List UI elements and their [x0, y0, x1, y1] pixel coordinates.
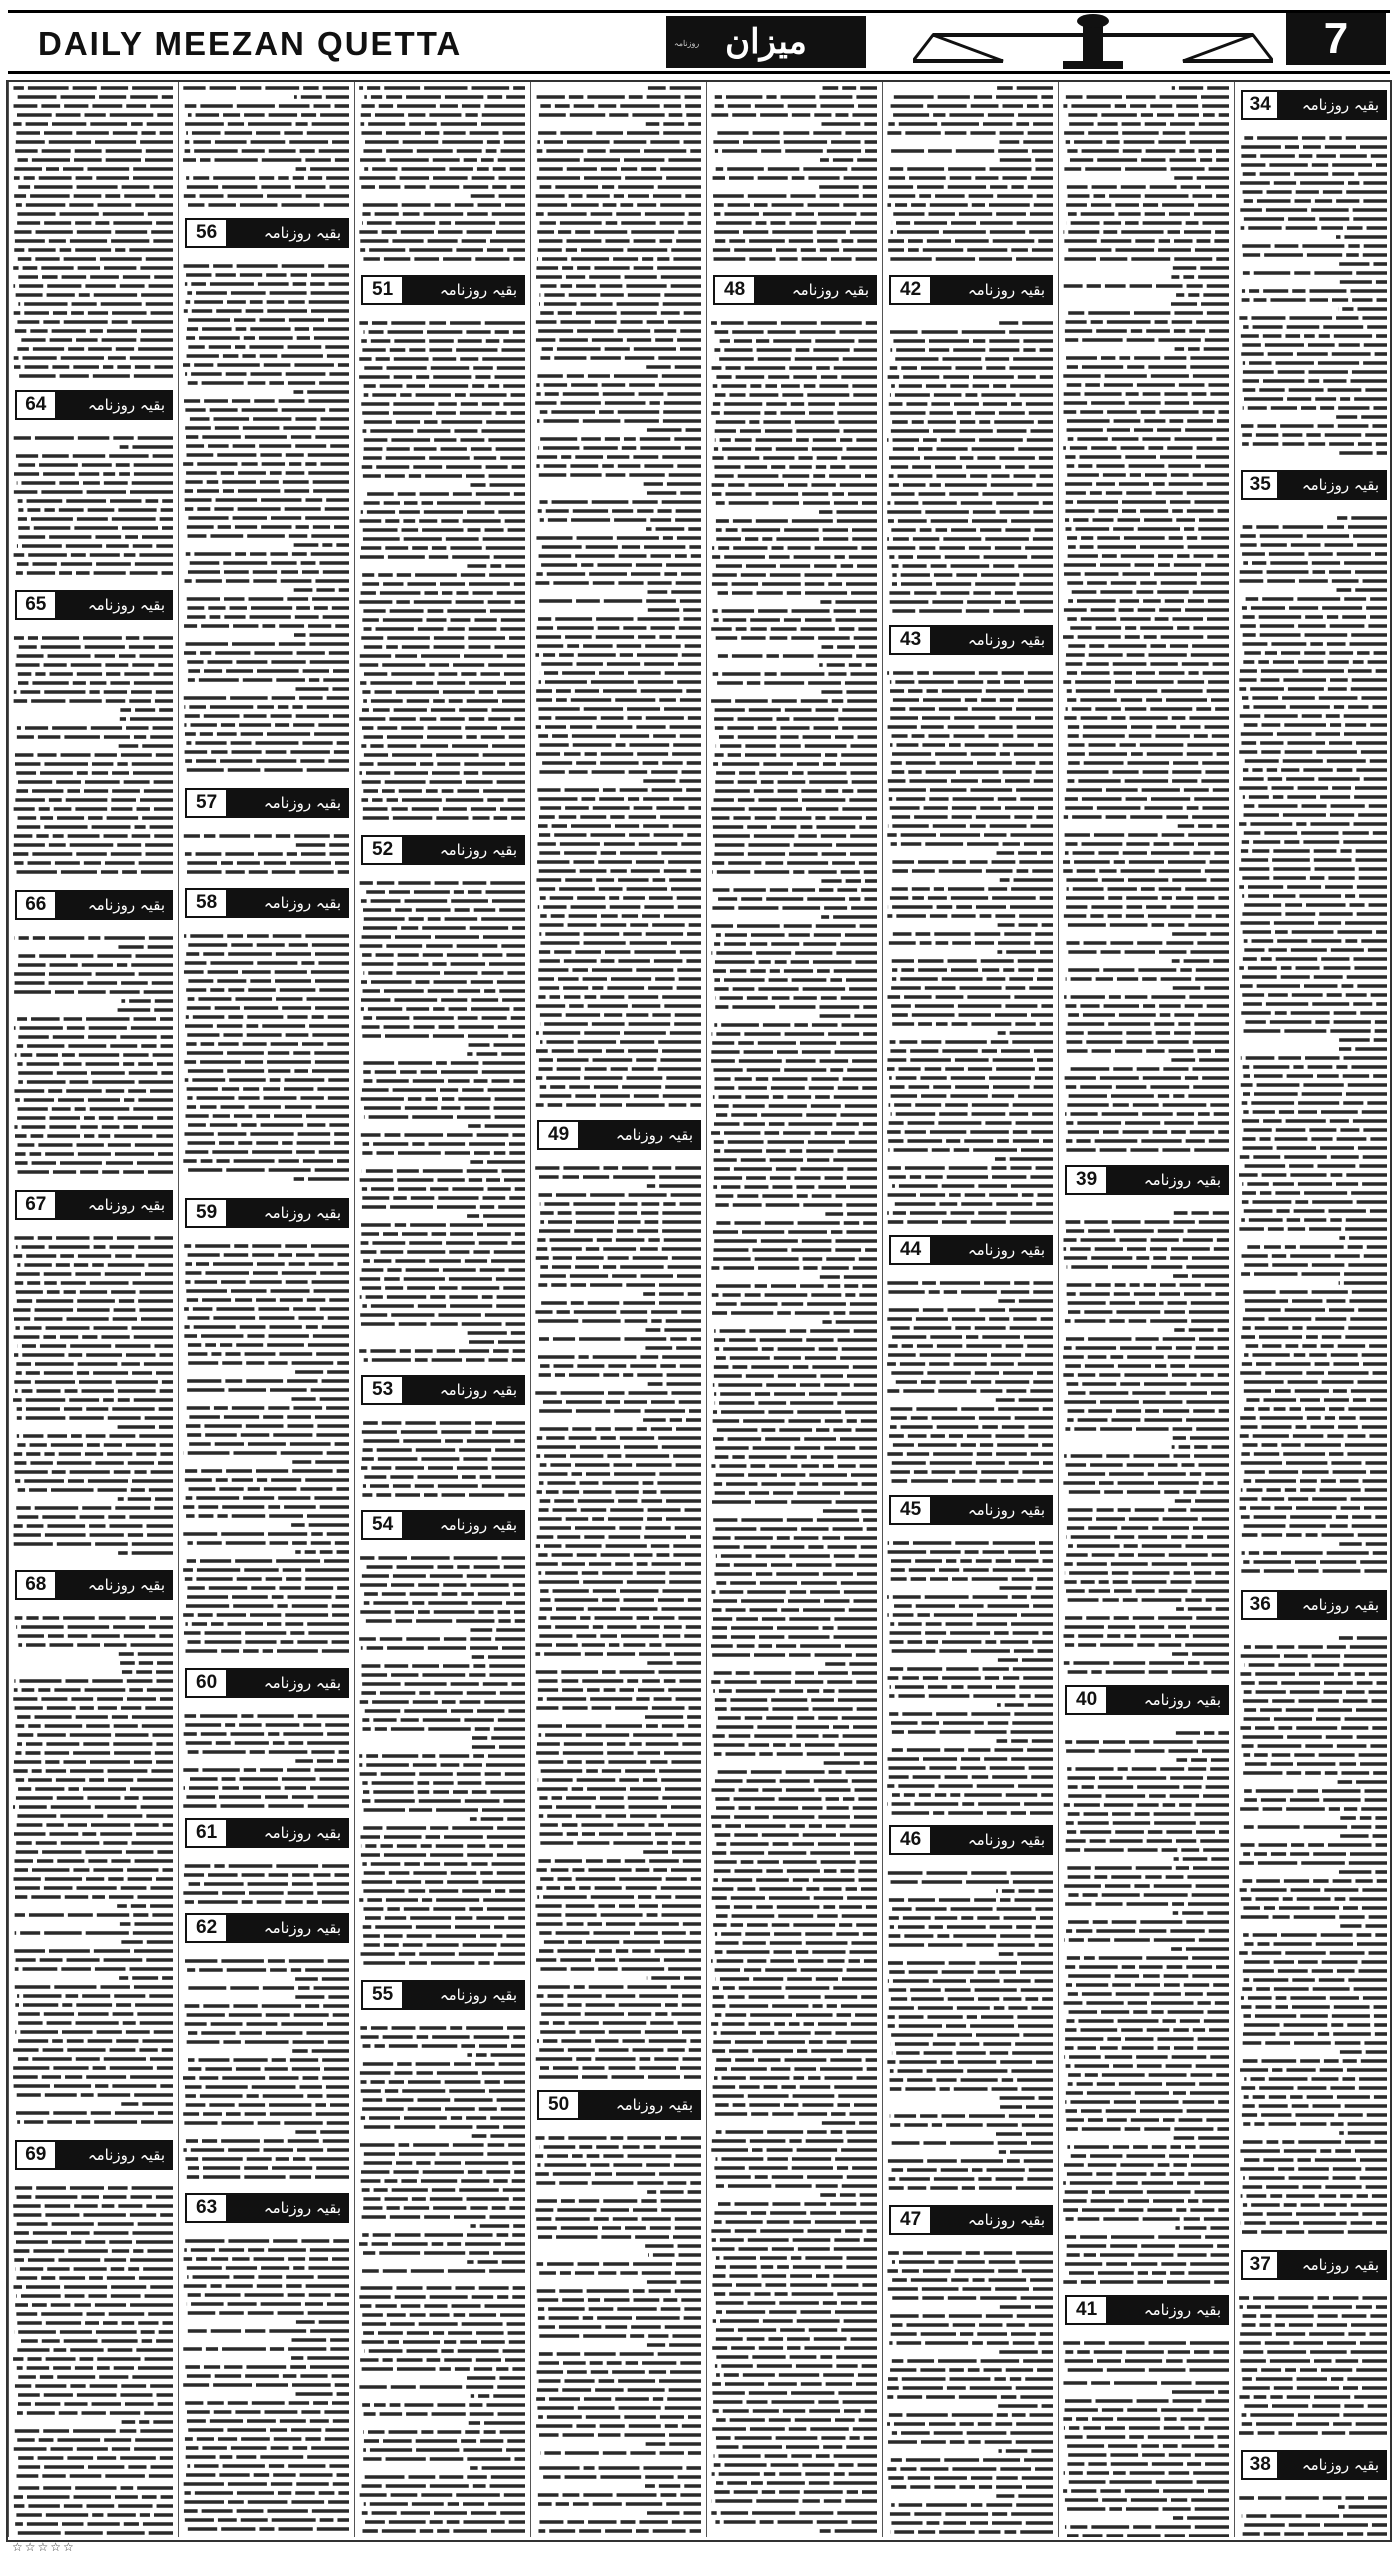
continuation-number: 51	[361, 275, 404, 305]
article-text	[1059, 2377, 1233, 2537]
continuation-number: 44	[889, 1235, 932, 1265]
continuation-label: بقیہ روزنامہ میزان کوئٹہ	[55, 1190, 173, 1220]
continuation-label: بقیہ روزنامہ میزان کوئٹہ	[930, 2205, 1053, 2235]
continuation-heading	[535, 1120, 701, 1154]
continuation-number: 38	[1241, 2450, 1279, 2480]
continuation-label: بقیہ روزنامہ میزان کوئٹہ	[930, 625, 1053, 655]
article-text	[883, 1537, 1057, 1817]
continuation-heading	[13, 1190, 173, 1224]
continuation-heading	[359, 1980, 525, 2014]
continuation-label: بقیہ روزنامہ میزان کوئٹہ	[1106, 2295, 1229, 2325]
article-text	[179, 2235, 353, 2535]
continuation-heading	[1239, 1590, 1387, 1624]
continuation-number: 43	[889, 625, 932, 655]
paper-name: DAILY MEEZAN QUETTA	[38, 25, 462, 63]
continuation-heading	[1239, 470, 1387, 504]
continuation-heading	[183, 1818, 349, 1852]
continuation-number: 37	[1241, 2250, 1279, 2280]
article-text	[355, 877, 529, 1367]
continuation-heading	[359, 275, 525, 309]
continuation-number: 35	[1241, 470, 1279, 500]
article-text	[531, 2462, 705, 2537]
masthead	[0, 0, 1398, 78]
continuation-heading	[183, 218, 349, 252]
continuation-number: 56	[185, 218, 228, 248]
continuation-heading	[13, 2140, 173, 2174]
article-text	[1059, 82, 1233, 1157]
continuation-label: بقیہ روزنامہ میزان کوئٹہ	[55, 1570, 173, 1600]
continuation-heading	[887, 1235, 1053, 1269]
continuation-label: بقیہ روزنامہ میزان کوئٹہ	[55, 2140, 173, 2170]
continuation-label: بقیہ روزنامہ میزان کوئٹہ	[55, 890, 173, 920]
continuation-heading	[13, 890, 173, 924]
continuation-label: بقیہ روزنامہ میزان کوئٹہ	[754, 275, 877, 305]
column-7	[178, 82, 353, 2537]
continuation-number: 36	[1241, 1590, 1279, 1620]
article-text	[9, 2182, 177, 2482]
column-6	[354, 82, 529, 2537]
continuation-heading	[359, 835, 525, 869]
continuation-number: 46	[889, 1825, 932, 1855]
article-text	[179, 1240, 353, 1660]
continuation-heading	[183, 2193, 349, 2227]
article-text	[179, 260, 353, 780]
article-text	[179, 2535, 353, 2537]
continuation-number: 41	[1065, 2295, 1108, 2325]
continuation-label: بقیہ روزنامہ میزان کوئٹہ	[402, 275, 525, 305]
article-text	[531, 1162, 705, 2082]
logo-subtitle: روزنامہ	[674, 18, 699, 70]
continuation-heading	[1063, 1165, 1229, 1199]
continuation-label: بقیہ روزنامہ میزان کوئٹہ	[930, 275, 1053, 305]
article-text	[1059, 1207, 1233, 1677]
logo-text: میزان	[725, 22, 807, 62]
continuation-heading	[1239, 2250, 1387, 2284]
article-text	[9, 2482, 177, 2537]
article-text	[531, 2132, 705, 2462]
continuation-number: 63	[185, 2193, 228, 2223]
continuation-heading	[183, 1913, 349, 1947]
article-text	[179, 830, 353, 880]
continuation-heading	[1239, 2450, 1387, 2484]
continuation-label: بقیہ روزنامہ میزان کوئٹہ	[55, 390, 173, 420]
article-text	[1059, 1727, 1233, 2287]
continuation-label: بقیہ روزنامہ میزان کوئٹہ	[402, 1375, 525, 1405]
continuation-label: بقیہ روزنامہ میزان کوئٹہ	[402, 1980, 525, 2010]
article-text	[883, 317, 1057, 617]
article-text	[179, 1710, 353, 1810]
masthead-bar	[8, 10, 1390, 74]
continuation-heading	[359, 1510, 525, 1544]
continuation-label: بقیہ روزنامہ میزان کوئٹہ	[402, 835, 525, 865]
continuation-label: بقیہ روزنامہ میزان کوئٹہ	[578, 2090, 701, 2120]
continuation-label: بقیہ روزنامہ میزان کوئٹہ	[930, 1495, 1053, 1525]
continuation-number: 34	[1241, 90, 1279, 120]
continuation-label: بقیہ روزنامہ میزان کوئٹہ	[402, 1510, 525, 1540]
continuation-number: 48	[713, 275, 756, 305]
article-text	[883, 82, 1057, 267]
continuation-label: بقیہ روزنامہ میزان کوئٹہ	[226, 1818, 349, 1848]
continuation-number: 55	[361, 1980, 404, 2010]
article-text	[883, 2472, 1057, 2537]
article-text	[355, 82, 529, 267]
continuation-number: 60	[185, 1668, 228, 1698]
continuation-heading	[183, 1198, 349, 1232]
article-text	[9, 1612, 177, 2132]
continuation-heading	[1063, 2295, 1229, 2329]
column-4	[706, 82, 881, 2537]
continuation-label: بقیہ روزنامہ میزان کوئٹہ	[226, 1198, 349, 1228]
continuation-number: 54	[361, 1510, 404, 1540]
article-text	[9, 1232, 177, 1562]
continuation-heading	[711, 275, 877, 309]
continuation-number: 62	[185, 1913, 228, 1943]
continuation-number: 59	[185, 1198, 228, 1228]
continuation-label: بقیہ روزنامہ میزان کوئٹہ	[226, 788, 349, 818]
continuation-heading	[887, 2205, 1053, 2239]
column-3	[882, 82, 1057, 2537]
article-text	[1235, 512, 1391, 1582]
continuation-number: 65	[15, 590, 57, 620]
continuation-heading	[13, 1570, 173, 1604]
continuation-number: 49	[537, 1120, 580, 1150]
continuation-label: بقیہ روزنامہ میزان کوئٹہ	[1106, 1165, 1229, 1195]
article-text	[707, 2507, 881, 2537]
article-text	[1235, 2492, 1391, 2537]
article-text	[883, 667, 1057, 1227]
article-text	[179, 82, 353, 210]
article-text	[1235, 1632, 1391, 2242]
continuation-label: بقیہ روزنامہ میزان کوئٹہ	[226, 1668, 349, 1698]
scales-of-justice-icon	[913, 13, 1273, 71]
continuation-heading	[359, 1375, 525, 1409]
footer-stars: ☆☆☆☆☆	[12, 2540, 76, 2554]
article-text	[355, 1417, 529, 1502]
continuation-label: بقیہ روزنامہ میزان کوئٹہ	[930, 1235, 1053, 1265]
continuation-label: بقیہ روزنامہ میزان کوئٹہ	[226, 218, 349, 248]
continuation-number: 47	[889, 2205, 932, 2235]
continuation-label: بقیہ روزنامہ میزان کوئٹہ	[226, 2193, 349, 2223]
continuation-label: بقیہ روزنامہ میزان کوئٹہ	[1277, 2250, 1387, 2280]
newspaper-logo	[666, 16, 866, 68]
continuation-heading	[887, 625, 1053, 659]
continuation-heading	[887, 1495, 1053, 1529]
continuation-number: 45	[889, 1495, 932, 1525]
article-text	[179, 1860, 353, 1905]
continuation-heading	[183, 1668, 349, 1702]
continuation-number: 58	[185, 888, 228, 918]
continuation-heading	[535, 2090, 701, 2124]
article-text	[707, 317, 881, 2507]
article-text	[883, 2247, 1057, 2472]
article-text	[179, 1955, 353, 2185]
continuation-number: 40	[1065, 1685, 1108, 1715]
page-number: 7	[1286, 13, 1386, 65]
continuation-label: بقیہ روزنامہ میزان کوئٹہ	[1277, 470, 1387, 500]
continuation-heading	[183, 888, 349, 922]
continuation-label: بقیہ روزنامہ میزان کوئٹہ	[55, 590, 173, 620]
article-text	[355, 2282, 529, 2537]
continuation-number: 66	[15, 890, 57, 920]
continuation-number: 52	[361, 835, 404, 865]
continuation-label: بقیہ روزنامہ میزان کوئٹہ	[1277, 2450, 1387, 2480]
column-8	[8, 82, 177, 2537]
article-text	[355, 1552, 529, 1972]
continuation-label: بقیہ روزنامہ میزان کوئٹہ	[226, 1913, 349, 1943]
continuation-number: 53	[361, 1375, 404, 1405]
continuation-label: بقیہ روزنامہ میزان کوئٹہ	[1277, 90, 1387, 120]
continuation-label: بقیہ روزنامہ میزان کوئٹہ	[1106, 1685, 1229, 1715]
continuation-label: بقیہ روزنامہ میزان کوئٹہ	[578, 1120, 701, 1150]
continuation-number: 64	[15, 390, 57, 420]
continuation-heading	[887, 1825, 1053, 1859]
article-text	[179, 930, 353, 1190]
article-text	[355, 317, 529, 827]
continuation-number: 67	[15, 1190, 57, 1220]
continuation-number: 68	[15, 1570, 57, 1600]
article-text	[1235, 2292, 1391, 2442]
continuation-number: 61	[185, 1818, 228, 1848]
article-text	[9, 932, 177, 1182]
article-text	[9, 82, 177, 382]
continuation-number: 50	[537, 2090, 580, 2120]
article-text	[883, 1867, 1057, 2197]
article-text	[883, 1277, 1057, 1487]
continuation-heading	[13, 590, 173, 624]
column-2	[1058, 82, 1233, 2537]
continuation-heading	[887, 275, 1053, 309]
column-5	[530, 82, 705, 2537]
continuation-heading	[1063, 1685, 1229, 1719]
article-text	[9, 432, 177, 582]
continuation-number: 39	[1065, 1165, 1108, 1195]
continuation-number: 42	[889, 275, 932, 305]
continuation-label: بقیہ روزنامہ میزان کوئٹہ	[930, 1825, 1053, 1855]
article-text	[1059, 2337, 1233, 2377]
continuation-heading	[183, 788, 349, 822]
article-text	[9, 632, 177, 882]
continuation-number: 57	[185, 788, 228, 818]
continuation-number: 69	[15, 2140, 57, 2170]
column-1	[1234, 82, 1391, 2537]
continuation-heading	[1239, 90, 1387, 124]
article-text	[1235, 132, 1391, 462]
continuation-heading	[13, 390, 173, 424]
article-text	[707, 82, 881, 267]
continuation-label: بقیہ روزنامہ میزان کوئٹہ	[226, 888, 349, 918]
continuation-label: بقیہ روزنامہ میزان کوئٹہ	[1277, 1590, 1387, 1620]
article-text	[355, 2022, 529, 2282]
article-text	[531, 82, 705, 1112]
